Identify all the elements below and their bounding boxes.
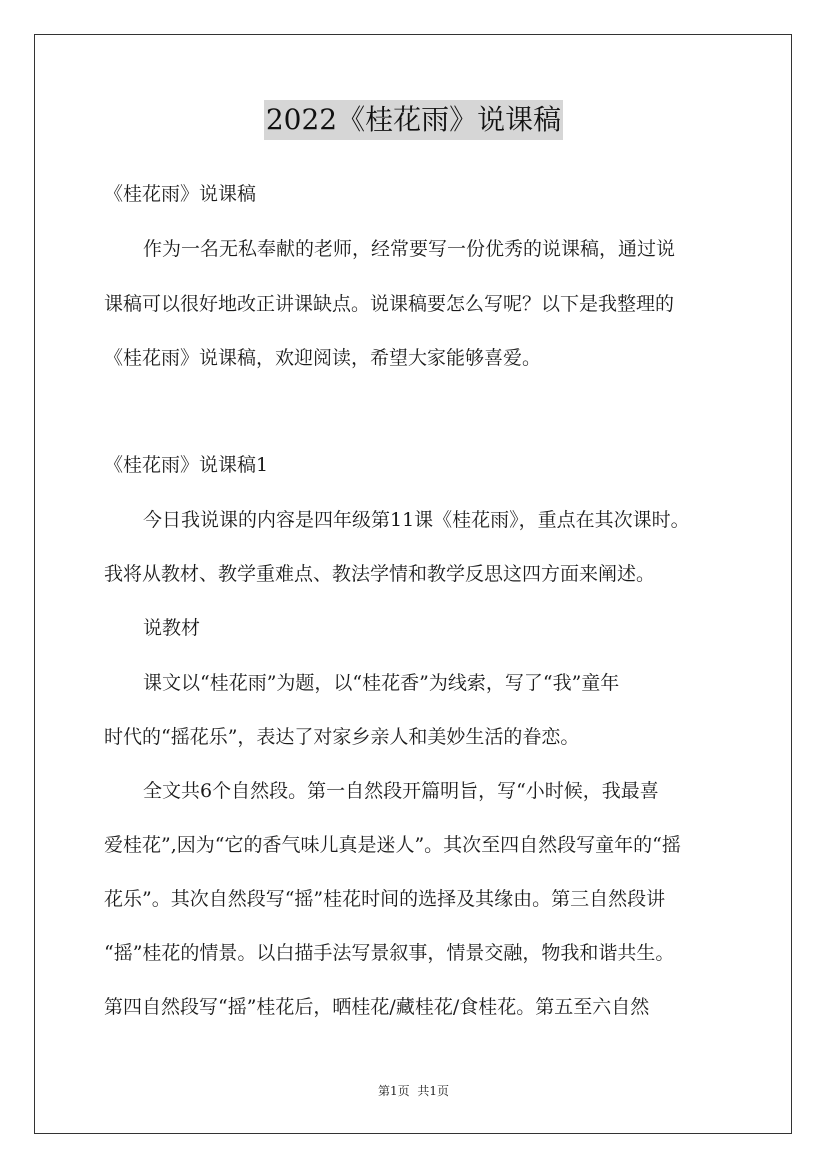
title-container bbox=[0, 100, 827, 140]
page-footer bbox=[0, 1083, 827, 1099]
page-number: 第1页 bbox=[378, 1084, 410, 1098]
paragraph-line: 课文以“桂花雨”为题，以“桂花香”为线索，写了“我”童年 bbox=[143, 672, 620, 694]
paragraph-line: “摇”桂花的情景。以白描手法写景叙事，情景交融，物我和谐共生。 bbox=[104, 942, 675, 964]
paragraph-line: 时代的“摇花乐”，表达了对家乡亲人和美妙生活的眷恋。 bbox=[104, 726, 580, 748]
paragraph-line: 我将从教材、教学重难点、教法学情和教学反思这四方面来阐述。 bbox=[104, 563, 656, 585]
document-title: 2022《桂花雨》说课稿 bbox=[264, 100, 563, 140]
paragraph-line: 第四自然段写“摇”桂花后，晒桂花/藏桂花/食桂花。第五至六自然 bbox=[104, 996, 650, 1018]
paragraph-line: 全文共6个自然段。第一自然段开篇明旨，写“小时候，我最喜 bbox=[143, 780, 659, 802]
section-heading-intro: 《桂花雨》说课稿 bbox=[104, 183, 257, 205]
paragraph-line: 今日我说课的内容是四年级第11课《桂花雨》，重点在其次课时。 bbox=[143, 509, 690, 531]
paragraph-line: 《桂花雨》说课稿，欢迎阅读，希望大家能够喜爱。 bbox=[104, 347, 542, 369]
section-heading-1: 《桂花雨》说课稿1 bbox=[104, 454, 269, 476]
page-total: 共1页 bbox=[417, 1084, 449, 1098]
paragraph-line: 花乐”。其次自然段写“摇”桂花时间的选择及其缘由。第三自然段讲 bbox=[104, 888, 666, 910]
paragraph-line: 作为一名无私奉献的老师，经常要写一份优秀的说课稿，通过说 bbox=[143, 238, 676, 260]
paragraph-line: 课稿可以很好地改正讲课缺点。说课稿要怎么写呢？以下是我整理的 bbox=[104, 293, 675, 315]
subheading-teaching-material: 说教材 bbox=[143, 617, 201, 639]
paragraph-line: 爱桂花”,因为“它的香气味儿真是迷人”。其次至四自然段写童年的“摇 bbox=[104, 834, 681, 856]
